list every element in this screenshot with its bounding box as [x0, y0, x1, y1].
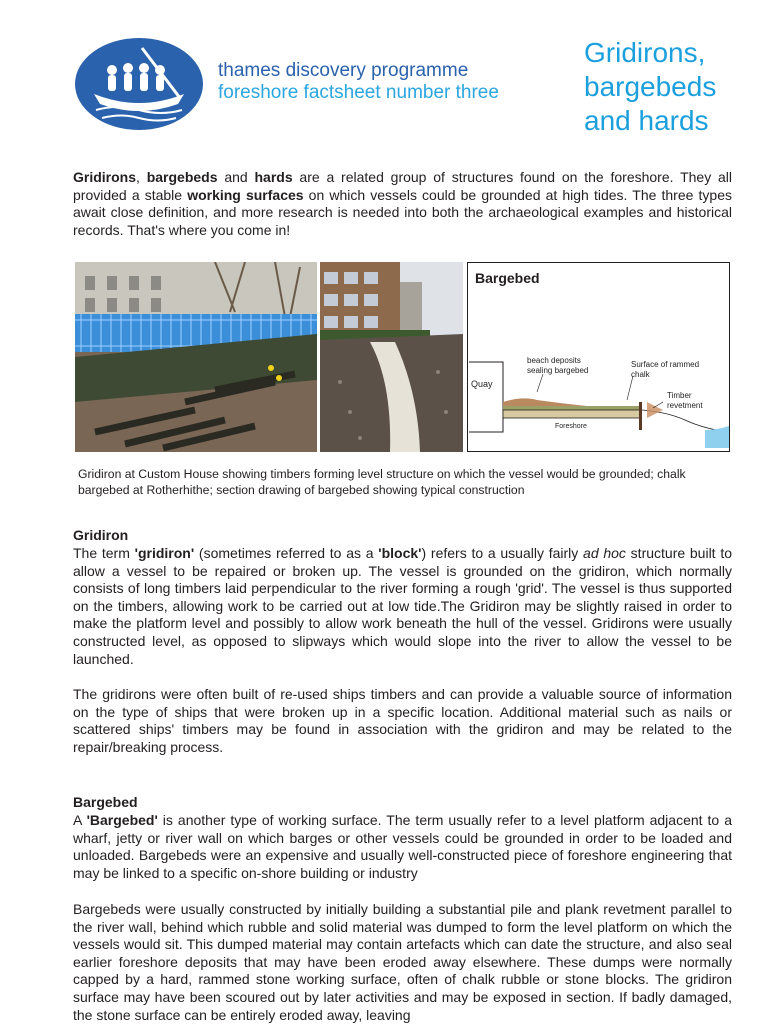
factsheet-number: foreshore factsheet number three: [218, 82, 499, 103]
bargebed-heading: Bargebed: [73, 794, 138, 810]
intro-paragraph: Gridirons, bargebeds and hards are a related group of structures found on the foreshore. They all provided a stable working surfaces on which vessels could be grounded at high tides. The three types await close definition, and more research is needed into both the archaeological examples and historical records. That's where you come in!: [73, 169, 733, 238]
bargebed-section-diagram: [467, 262, 730, 452]
timber-revetment: [639, 402, 642, 430]
label-surface-1: Surface of rammed: [631, 360, 700, 369]
programme-name: thames discovery programme: [218, 60, 469, 81]
gridiron-paragraph-1: The term 'gridiron' (sometimes referred to as a 'block') refers to a usually fairly ad hoc structure built to allow a vessel to be repaired or broken up. The vessel is grounded on the gridiron, which normally consists of long timbers laid perpendicular to the river forming a rough 'grid'. The vessel is thus supported on the timbers, allowing work to be carried out at low tide.The Gridiron may be slightly raised in order to make the platform level and possibly to allow work beneath the hull of the vessel. Gridirons were usually constructed level, as opposed to slipways which would slope into the river to allow the vessel to be launched.: [73, 545, 732, 667]
page-title: [584, 36, 716, 138]
diagram-title: Bargebed: [475, 270, 540, 286]
label-quay: Quay: [471, 379, 493, 389]
gridiron-heading: Gridiron: [73, 527, 129, 543]
label-surface-2: chalk: [631, 370, 650, 379]
tdp-logo: [72, 34, 206, 132]
chalk-surface: [503, 406, 641, 410]
bargebed-paragraph-2: Bargebeds were usually constructed by initially building a substantial pile and plank revetment parallel to the river wall, behind which rubble and solid material was dumped to form the level platform on which the vessels would sit. This dumped material may contain artefacts which can date the structure, and also seal earlier foreshore deposits that may have been eroded away elsewhere. These dumps were normally capped by a hard, rammed stone working surface, often of chalk rubble or stone blocks. The gridiron surface may have been scoured out by later activities and may be exposed in section. If badly damaged, the stone surface can be entirely eroded away, leaving: [73, 901, 732, 1023]
label-timber-2: revetment: [667, 401, 703, 410]
label-deposits-2: sealing bargebed: [527, 366, 589, 375]
label-deposits-1: beach deposits: [527, 356, 581, 365]
label-foreshore: Foreshore: [555, 423, 587, 430]
programme-heading: [218, 60, 499, 104]
figure-caption: Gridiron at Custom House showing timbers forming level structure on which the vessel would be grounded; chalk bargebed at Rotherhithe; section drawing of bargebed showing typical construction: [78, 467, 686, 497]
gridiron-paragraph-2: The gridirons were often built of re-used ships timbers and can provide a valuable source of information on the type of ships that were broken up in a specific location. Additional material such as nails or scattered ships' timbers may be found in association with the gridiron and may be related to the repair/breaking process.: [73, 686, 732, 755]
logo-oval: [75, 38, 203, 130]
bargebed-paragraph-1: A 'Bargebed' is another type of working surface. The term usually refer to a level platform adjacent to a wharf, jetty or river wall on which barges or other vessels could be grounded in order to be loaded and unloaded. Bargebeds were an expensive and usually well-constructed piece of foreshore engineering that may be linked to a specific on-shore building or industry: [73, 812, 732, 881]
gridiron-photo: [75, 262, 317, 452]
title-line-1: Gridirons,: [584, 37, 706, 68]
title-line-2: bargebeds: [584, 71, 717, 102]
title-line-3: and hards: [584, 105, 709, 136]
label-timber-1: Timber: [667, 391, 692, 400]
bargebed-photo: [320, 262, 463, 452]
